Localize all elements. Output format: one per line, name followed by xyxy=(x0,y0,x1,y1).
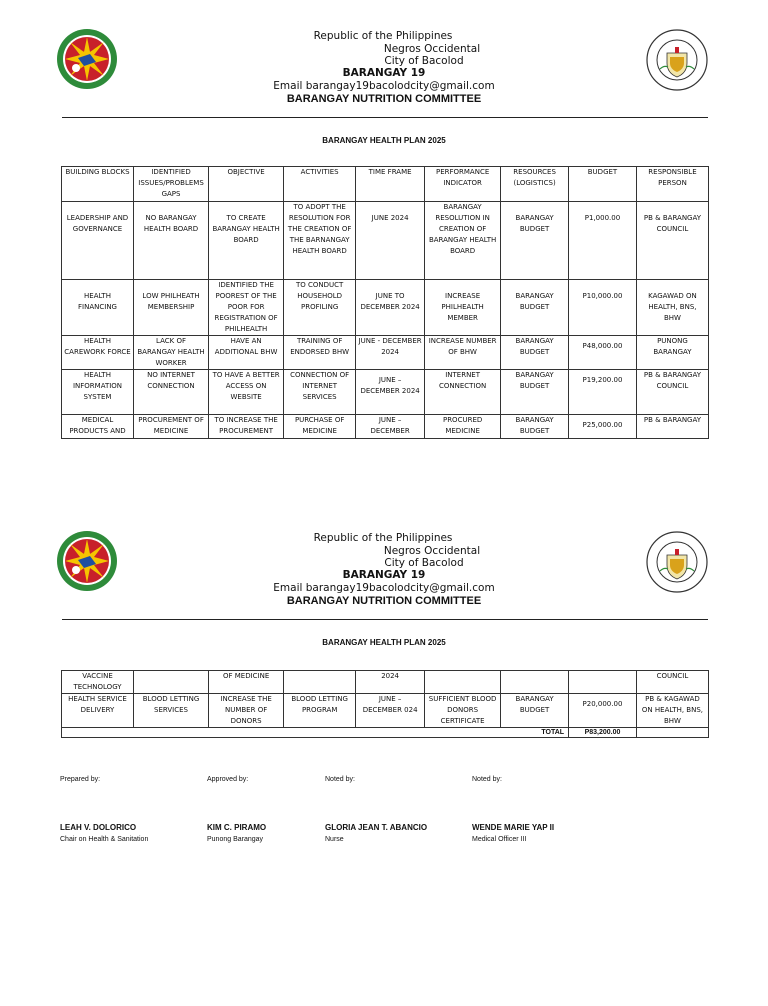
total-row xyxy=(62,728,709,738)
header-cell: BUILDING BLOCKS xyxy=(62,167,134,202)
header-barangay: BARANGAY 19 xyxy=(342,569,426,581)
table-cell: TO CONDUCT HOUSEHOLD PROFILING xyxy=(284,280,356,336)
table-header-row xyxy=(62,167,709,202)
table-cell: BARANGAY BUDGET xyxy=(501,370,569,415)
table-cell: PUNONG BARANGAY xyxy=(636,336,708,370)
table-cell: P10,000.00 xyxy=(569,280,637,336)
header-province: Negros Occidental xyxy=(383,43,481,55)
signatory-role: Chair on Health & Sanitation xyxy=(60,836,149,843)
table-cell: BARANGAY BUDGET xyxy=(501,336,569,370)
table-cell: P20,000.00 xyxy=(569,694,637,728)
header-committee: BARANGAY NUTRITION COMMITTEE xyxy=(286,595,482,607)
table-cell xyxy=(425,671,501,694)
header-committee: BARANGAY NUTRITION COMMITTEE xyxy=(286,93,482,105)
table-cell: VACCINE TECHNOLOGY xyxy=(62,671,134,694)
table-cell: HEALTH FINANCING xyxy=(62,280,134,336)
header-city: City of Bacolod xyxy=(384,55,464,67)
table-cell: TO HAVE A BETTER ACCESS ON WEBSITE xyxy=(209,370,284,415)
table-row xyxy=(62,694,709,728)
header-cell: BUDGET xyxy=(569,167,637,202)
table-cell: CONNECTION OF INTERNET SERVICES xyxy=(284,370,356,415)
table-cell: NO INTERNET CONNECTION xyxy=(134,370,209,415)
table-cell: BARANGAY BUDGET xyxy=(501,280,569,336)
header-cell: OBJECTIVE xyxy=(209,167,284,202)
table-cell: PURCHASE OF MEDICINE xyxy=(284,415,356,439)
header-email: Email barangay19bacolodcity@gmail.com xyxy=(273,80,495,92)
table-cell xyxy=(501,671,569,694)
header-rule xyxy=(62,619,708,620)
table-cell: TO CREATE BARANGAY HEALTH BOARD xyxy=(209,202,284,280)
header-cell: TIME FRAME xyxy=(356,167,425,202)
table-cell: HAVE AN ADDITIONAL BHW xyxy=(209,336,284,370)
table-cell: HEALTH SERVICE DELIVERY xyxy=(62,694,134,728)
table-cell: BLOOD LETTING PROGRAM xyxy=(284,694,356,728)
signatory-role: Medical Officer III xyxy=(472,836,527,843)
total-value: P83,200.00 xyxy=(569,728,637,738)
table-cell: COUNCIL xyxy=(636,671,708,694)
table-cell: LEADERSHIP AND GOVERNANCE xyxy=(62,202,134,280)
signatory-name: KIM C. PIRAMO xyxy=(207,823,267,832)
signatory-role: Nurse xyxy=(325,836,344,843)
header-cell: IDENTIFIED ISSUES/PROBLEMS GAPS xyxy=(134,167,209,202)
header-city: City of Bacolod xyxy=(384,557,464,569)
table-cell: BARANGAY RESOLUTION IN CREATION OF BARANGAY HEALTH BOARD xyxy=(425,202,501,280)
table-row xyxy=(62,370,709,415)
table-cell: KAGAWAD ON HEALTH, BNS, BHW xyxy=(636,280,708,336)
table-cell: BARANGAY BUDGET xyxy=(501,694,569,728)
table-cell: PROCUREMENT OF MEDICINE xyxy=(134,415,209,439)
table-cell: JUNE - DECEMBER 2024 xyxy=(356,336,425,370)
total-label: TOTAL xyxy=(62,728,569,738)
table-cell: P1,000.00 xyxy=(569,202,637,280)
header-cell: ACTIVITIES xyxy=(284,167,356,202)
signatory-name: LEAH V. DOLORICO xyxy=(60,823,137,832)
table-cell: LACK OF BARANGAY HEALTH WORKER xyxy=(134,336,209,370)
table-row xyxy=(62,202,709,280)
table-cell: 2024 xyxy=(356,671,425,694)
table-cell: P19,200.00 xyxy=(569,370,637,415)
signatory-name: WENDE MARIE YAP II xyxy=(472,823,555,832)
table-row xyxy=(62,280,709,336)
table-cell: PROCURED MEDICINE xyxy=(425,415,501,439)
table-cell: INTERNET CONNECTION xyxy=(425,370,501,415)
header-email: Email barangay19bacolodcity@gmail.com xyxy=(273,582,495,594)
table-cell: BARANGAY BUDGET xyxy=(501,202,569,280)
header-barangay: BARANGAY 19 xyxy=(342,67,426,79)
header-republic: Republic of the Philippines xyxy=(313,532,453,544)
table-cell: SUFFICIENT BLOOD DONORS CERTIFICATE xyxy=(425,694,501,728)
table-cell: INCREASE THE NUMBER OF DONORS xyxy=(209,694,284,728)
approved-by-label: Approved by: xyxy=(207,776,249,783)
table-cell: TO ADOPT THE RESOLUTION FOR THE CREATION OF THE BARNANGAY HEALTH BOARD xyxy=(284,202,356,280)
table-cell: OF MEDICINE xyxy=(209,671,284,694)
table-cell: PB & KAGAWAD ON HEALTH, BNS, BHW xyxy=(636,694,708,728)
header-province: Negros Occidental xyxy=(383,545,481,557)
table-cell: MEDICAL PRODUCTS AND xyxy=(62,415,134,439)
signatory-name: GLORIA JEAN T. ABANCIO xyxy=(325,823,428,832)
table-cell: P48,000.00 xyxy=(569,336,637,370)
table-cell xyxy=(284,671,356,694)
table-cell: JUNE – DECEMBER 2024 xyxy=(356,370,425,415)
header-cell: PERFORMANCE INDICATOR xyxy=(425,167,501,202)
table-row xyxy=(62,671,709,694)
header-republic: Republic of the Philippines xyxy=(313,30,453,42)
header-cell: RESOURCES (LOGISTICS) xyxy=(501,167,569,202)
noted-by-label: Noted by: xyxy=(325,776,355,783)
table-cell xyxy=(569,671,637,694)
plan-title: BARANGAY HEALTH PLAN 2025 xyxy=(322,638,446,647)
table-cell: PB & BARANGAY COUNCIL xyxy=(636,370,708,415)
table-cell: JUNE – DECEMBER xyxy=(356,415,425,439)
table-cell: PB & BARANGAY COUNCIL xyxy=(636,202,708,280)
table-cell: HEALTH INFORMATION SYSTEM xyxy=(62,370,134,415)
table-cell: IDENTIFIED THE POOREST OF THE POOR FOR REGISTRATION OF PHILHEALTH xyxy=(209,280,284,336)
signatory-role: Punong Barangay xyxy=(207,836,264,843)
table-cell: TRAINING OF ENDORSED BHW xyxy=(284,336,356,370)
table-cell: INCREASE NUMBER OF BHW xyxy=(425,336,501,370)
table-cell: JUNE 2024 xyxy=(356,202,425,280)
table-row xyxy=(62,415,709,439)
table-cell: TO INCREASE THE PROCUREMENT xyxy=(209,415,284,439)
prepared-by-label: Prepared by: xyxy=(60,776,101,783)
table-cell: JUNE TO DECEMBER 2024 xyxy=(356,280,425,336)
table-cell: HEALTH CAREWORK FORCE xyxy=(62,336,134,370)
table-cell: P25,000.00 xyxy=(569,415,637,439)
table-row xyxy=(62,336,709,370)
header-cell: RESPONSIBLE PERSON xyxy=(636,167,708,202)
table-cell: NO BARANGAY HEALTH BOARD xyxy=(134,202,209,280)
table-cell: BARANGAY BUDGET xyxy=(501,415,569,439)
header-rule xyxy=(62,117,708,118)
plan-title: BARANGAY HEALTH PLAN 2025 xyxy=(322,136,446,145)
table-cell: JUNE – DECEMBER 024 xyxy=(356,694,425,728)
table-cell: PB & BARANGAY xyxy=(636,415,708,439)
noted-by-label-2: Noted by: xyxy=(472,776,502,783)
health-plan-table xyxy=(61,166,709,439)
table-cell: BLOOD LETTING SERVICES xyxy=(134,694,209,728)
table-cell xyxy=(636,728,708,738)
table-cell xyxy=(134,671,209,694)
table-cell: INCREASE PHILHEALTH MEMBER xyxy=(425,280,501,336)
table-cell: LOW PHILHEATH MEMBERSHIP xyxy=(134,280,209,336)
health-plan-table-continued xyxy=(61,670,709,738)
